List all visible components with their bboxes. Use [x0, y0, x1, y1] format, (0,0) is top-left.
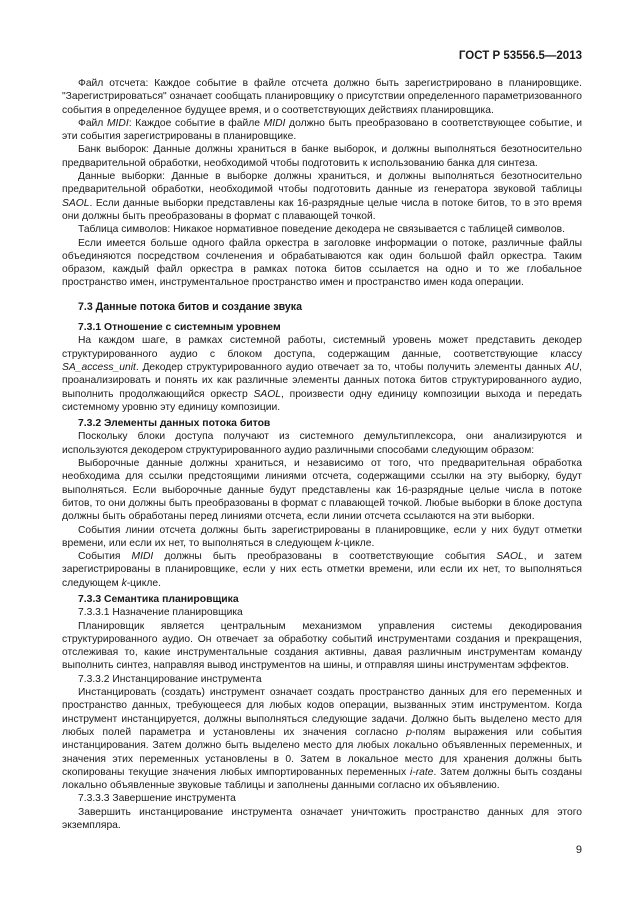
paragraph: Файл отсчета: Каждое событие в файле отсчета должно быть зарегистрировано в планировщике. "Зарегистрироваться" означает сообщать планировщику о присутствии определенного параметризованного события в определенное будущее время, и о соответствующих действиях планировщика.	[62, 78, 582, 116]
paragraph: Данные выборки: Данные в выборке должны храниться, и должны выполняться безотносительно предварительной обработки, необходимой чтобы подготовить данные из генератора звуковой таблицы SAOL. Если данные выборки представлены как 16-разрядные целые числа в потоке битов, то в это время они должны быть преобразованы в формат с плавающей точкой.	[62, 171, 582, 222]
paragraph: Завершить инстанцирование инструмента означает уничтожить пространство данных для этого экземпляра.	[62, 806, 582, 832]
subsection-heading: 7.3.1 Отношение с системным уровнем	[78, 322, 281, 334]
paragraph: 7.3.3.3 Завершение инструмента	[78, 793, 236, 805]
paragraph: События MIDI должны быть преобразованы в соответствующие события SAOL, и затем зарегистрированы в планировщике, если у них есть отметки времени, или если их нет, то выполняться следующем k-цикле.	[62, 551, 582, 589]
paragraph: Банк выборок: Данные должны храниться в банке выборок, и должны выполняться безотносительно предварительной обработки, необходимой чтобы подготовить к использованию банка для синтеза.	[62, 144, 582, 169]
paragraph: Выборочные данные должны храниться, и независимо от того, что предварительная обработка необходима для ссылки предстоящими линиями отсчета, содержащими ссылки на эту выборку, будут выполняться. Если выборочные данные будут представлены как 16-разрядные целые числа в потоке битов, то они должны быть преобразованы в формат с плавающей точкой. Любые выборки в блоке доступа должны быть обработаны перед линиями отсчета, если линии отсчета ссылаются на эти выборки.	[62, 458, 582, 523]
paragraph: 7.3.3.1 Назначение планировщика	[78, 607, 243, 619]
paragraph: Поскольку блоки доступа получают из системного демультиплексора, они анализируются и используются декодером структурированного аудио различными способами следующим образом:	[62, 431, 582, 456]
document-body	[62, 77, 582, 832]
paragraph: Инстанцировать (создать) инструмент означает создать пространство данных для его переменных и пространство данных, требующееся для любых кодов операции, вызванных этим инструментом. Когда инструмент инстанцируется, должны выполняться следующие задачи. Должно быть выделено место для любых полей параметра и установлены их значения согласно p-полям выражения или события инстанцирования. Затем должно быть выделено место для любых локально объявленных переменных, и значения этих переменных установлены в 0. Затем в локальное место для хранения должны быть скопированы текущие значения любых импортированных переменных i-rate. Затем должны быть созданы локально объявленные звуковые таблицы и заполнены данными согласно их объявлению.	[62, 687, 583, 792]
paragraph: 7.3.3.2 Инстанцирование инструмента	[78, 673, 262, 685]
subsection-heading: 7.3.2 Элементы данных потока битов	[78, 418, 271, 430]
paragraph: На каждом шаге, в рамках системной работы, системный уровень может представить декодер структурированного аудио с блоком доступа, содержащим данные, соответствующие классу SA_access_unit. Декодер структурированного аудио отвечает за то, чтобы получить элементы данных AU, проанализировать и понять их как различные элементы данных потока битов структурированного аудио, выполнить продолжающийся оркестр SAOL, произвести одну единицу композиции выхода и передать системному уровню эту единицу композиции.	[62, 335, 582, 413]
paragraph: Планировщик является центральным механизмом управления системы декодирования структурированного аудио. Он отвечает за обработку событий инструментами создания и прекращения, отслеживая то, какие инструментальные создания активны, давая различным инструментам команду выполнить синтез, направляя вывод инструментов на шины, и отправляя шины инструментам эффектов.	[62, 620, 582, 672]
section-heading: 7.3 Данные потока битов и создание звука	[78, 300, 302, 313]
paragraph: Если имеется больше одного файла оркестра в заголовке информации о потоке, различные файлы объединяются посредством сочленения и обрабатываются как один большой файл оркестра. Таким образом, каждый файл оркестра в рамках потока битов ссылается на одно и то же глобальное пространство имен, инструментальное пространство имен и пространство имен кода операции.	[62, 237, 582, 289]
paragraph: События линии отсчета должны быть зарегистрированы в планировщике, если у них будут отметки времени, или если их нет, то выполняться в следующем k-цикле.	[62, 524, 582, 549]
subsection-heading: 7.3.3 Семантика планировщика	[78, 593, 239, 605]
paragraph: Таблица символов: Никакое нормативное поведение декодера не связывается с таблицей символов.	[78, 224, 565, 236]
page-number: 9	[575, 844, 582, 856]
paragraph: Файл MIDI: Каждое событие в файле MIDI должно быть преобразовано в соответствующее событие, и эти события зарегистрированы в планировщике.	[62, 117, 582, 143]
document-header: ГОСТ Р 53556.5—2013	[458, 50, 582, 62]
